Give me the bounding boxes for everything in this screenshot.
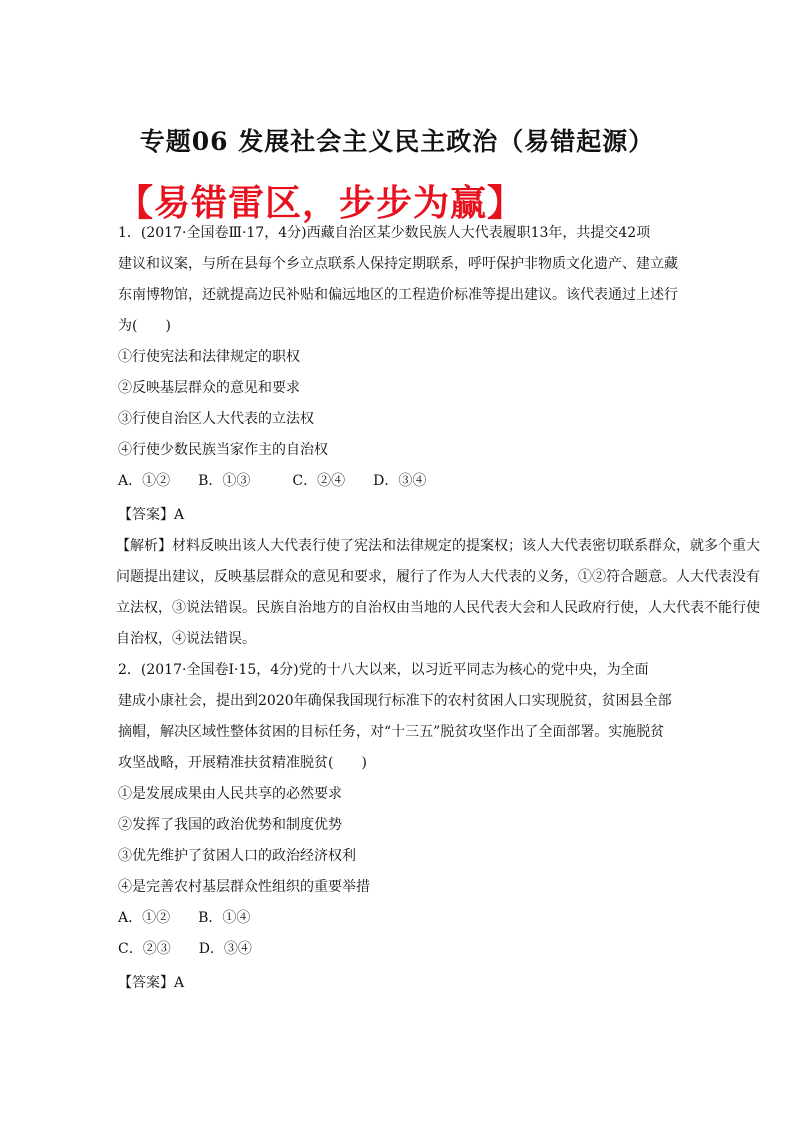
question-2-statement: ③优先维护了贫困人口的政治经济权利 — [118, 848, 356, 864]
question-1-line: 1．(2017·全国卷Ⅲ·17，4分)西藏自治区某少数民族人大代表履职13年，共提交42项 — [118, 225, 651, 241]
page-title: 专题06 发展社会主义民主政治（易错起源） — [139, 127, 655, 156]
question-1-line: 东南博物馆，还就提高边民补贴和偏远地区的工程造价标准等提出建议。该代表通过上述行 — [118, 287, 678, 303]
question-2-statement: ④是完善农村基层群众性组织的重要举措 — [118, 879, 370, 895]
question-2-answer: 【答案】A — [118, 975, 185, 991]
question-2-statement: ①是发展成果由人民共享的必然要求 — [118, 786, 342, 802]
question-1-statement: ②反映基层群众的意见和要求 — [118, 380, 300, 396]
question-2 — [118, 655, 718, 999]
question-2-line: 2．(2017·全国卷Ⅰ·15，4分)党的十八大以来，以习近平同志为核心的党中央，为全面 — [118, 662, 649, 678]
question-1-statement: ④行使少数民族当家作主的自治权 — [118, 442, 328, 458]
question-1-line: 建议和议案，与所在县每个乡立点联系人保持定期联系，呼吁保护非物质文化遗产、建立藏 — [118, 256, 678, 272]
question-1-analysis — [116, 531, 792, 655]
question-2-statement: ②发挥了我国的政治优势和制度优势 — [118, 817, 342, 833]
question-2-options: A．①② B．①④ — [118, 910, 251, 926]
analysis-line: 自治权，④说法错误。 — [116, 631, 256, 647]
question-2-line: 攻坚战略，开展精准扶贫精准脱贫( ) — [118, 755, 367, 771]
question-1-statement: ③行使自治区人大代表的立法权 — [118, 411, 314, 427]
question-1 — [116, 218, 760, 655]
analysis-line: 问题提出建议，反映基层群众的意见和要求，履行了作为人大代表的义务，①②符合题意。人大代表没有 — [116, 569, 760, 585]
question-2-line: 建成小康社会，提出到2020年确保我国现行标准下的农村贫困人口实现脱贫，贫困县全部 — [118, 693, 672, 709]
question-2-options: C．②③ D．③④ — [118, 941, 252, 957]
question-content — [116, 218, 760, 999]
question-1-statement: ①行使宪法和法律规定的职权 — [118, 349, 300, 365]
question-2-line: 摘帽，解决区域性整体贫困的目标任务，对“十三五”脱贫攻坚作出了全面部署。实施脱贫 — [118, 724, 665, 740]
question-1-options: A．①② B．①③ C．②④ D．③④ — [118, 473, 427, 489]
question-1-line: 为( ) — [118, 318, 171, 334]
analysis-line: 立法权，③说法错误。民族自治地方的自治权由当地的人民代表大会和人民政府行使，人大代表不能行使 — [116, 600, 760, 616]
section-banner: 【易错雷区，步步为赢】 — [117, 183, 525, 224]
question-1-answer: 【答案】A — [118, 507, 185, 523]
analysis-line: 【解析】材料反映出该人大代表行使了宪法和法律规定的提案权；该人大代表密切联系群众，就多个重大 — [116, 538, 760, 554]
